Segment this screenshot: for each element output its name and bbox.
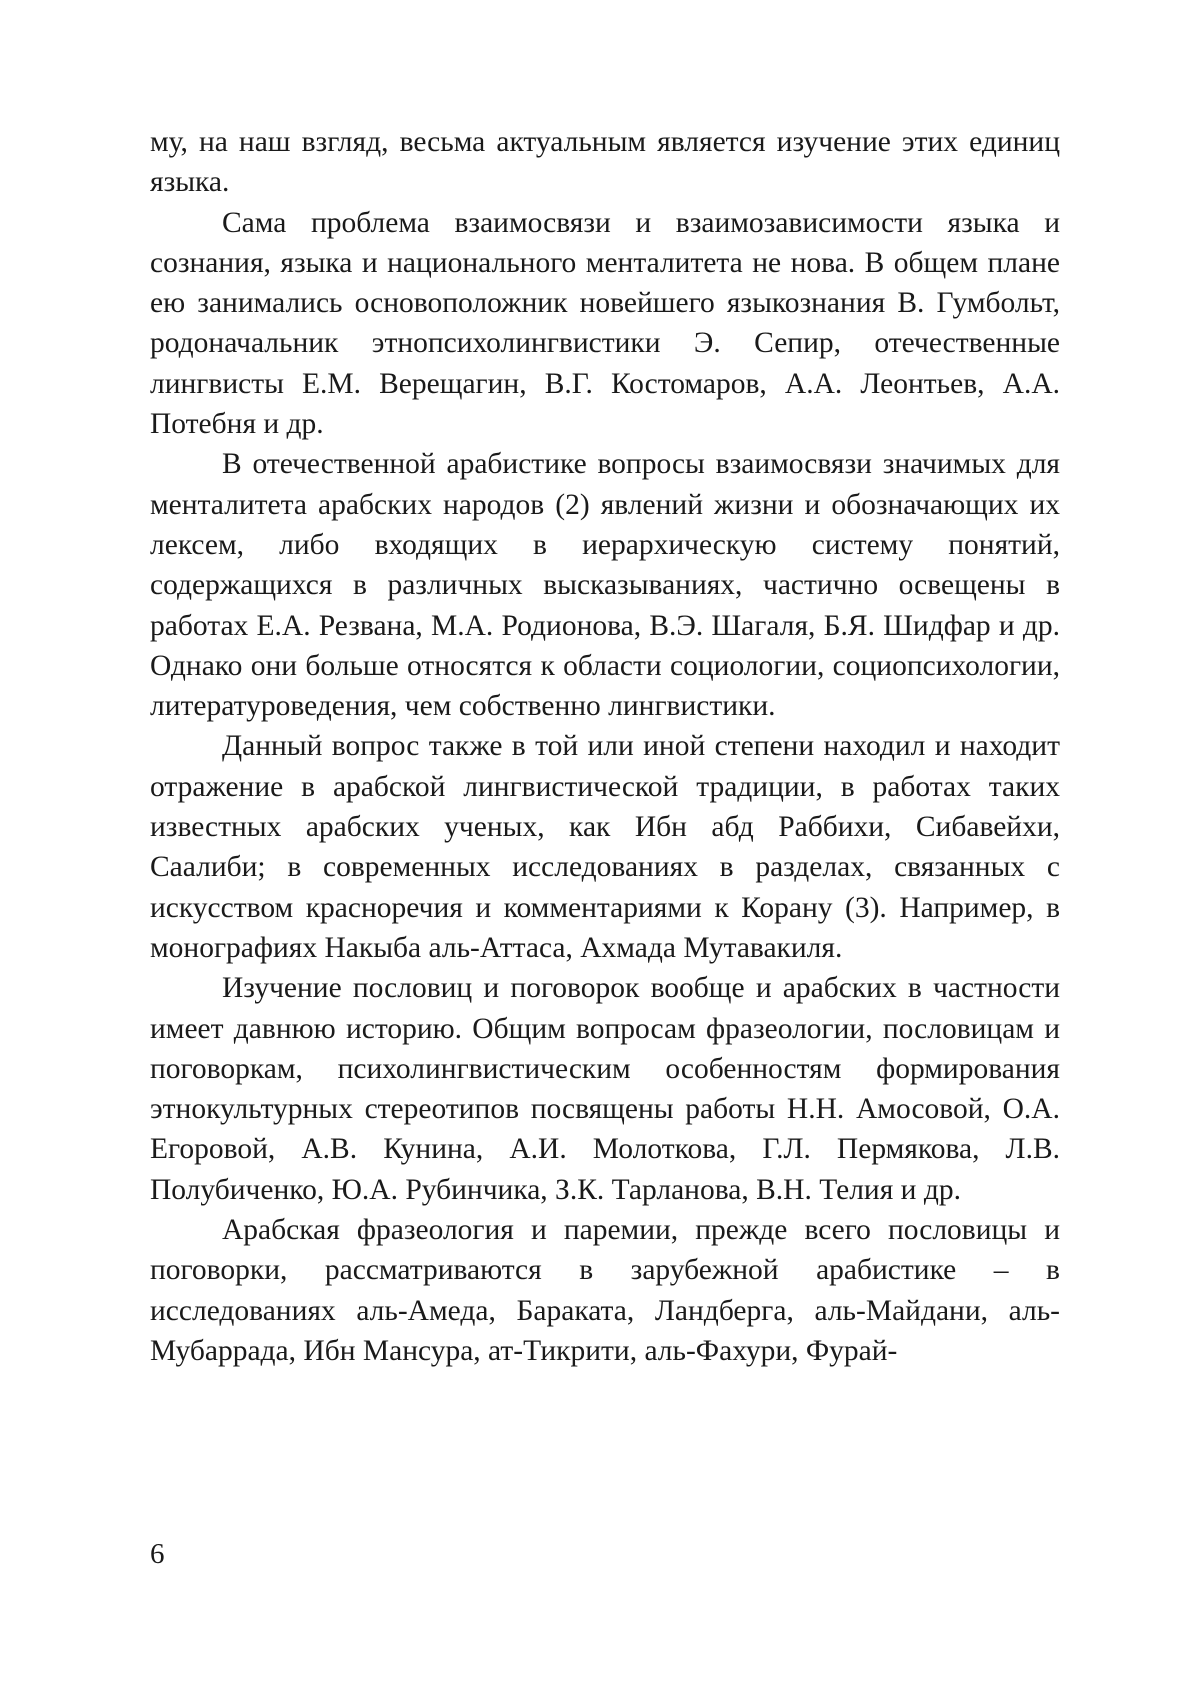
page-number: 6 (150, 1538, 165, 1570)
paragraph-4: Изучение пословиц и поговорок вообще и арабских в частности имеет давнюю историю. Общим вопросам фразеологии, пословицам и поговоркам, психолингвистическим особенностям формирования этнокультурных стереотипов посвящены работы Н.Н. Амосовой, О.А. Егоровой, А.В. Кунина, А.И. Молоткова, Г.Л. Пермякова, Л.В. Полубиченко, Ю.А. Рубинчика, З.К. Тарланова, В.Н. Телия и др. (150, 972, 1060, 1206)
paragraph-3: Данный вопрос также в той или иной степени находил и находит отражение в арабской лингвистической традиции, в работах таких известных арабских ученых, как Ибн абд Раббихи, Сибавейхи, Саалиби; в современных исследованиях в разделах, связанных с искусством красноречия и комментариями к Корану (3). Например, в монографиях Накыба аль-Аттаса, Ахмада Мутавакиля. (150, 730, 1060, 964)
paragraph-2: В отечественной арабистике вопросы взаимосвязи значимых для менталитета арабских народов (2) явлений жизни и обозначающих их лексем, либо входящих в иерархическую систему понятий, содержащихся в различных высказываниях, частично освещены в работах Е.А. Резвана, М.А. Родионова, В.Э. Шагаля, Б.Я. Шидфар и др. Однако они больше относятся к области социологии, социопсихологии, литературоведения, чем собственно лингвистики. (150, 448, 1060, 723)
paragraph-1: Сама проблема взаимосвязи и взаимозависимости языка и сознания, языка и национального менталитета не нова. В общем плане ею занимались основоположник новейшего языкознания В. Гумбольт, родоначальник этнопсихолингвистики Э. Сепир, отечественные лингвисты Е.М. Верещагин, В.Г. Костомаров, А.А. Леонтьев, А.А. Потебня и др. (150, 206, 1060, 441)
paragraph-continuation: му, на наш взгляд, весьма актуальным является изучение этих единиц языка. (150, 126, 1060, 199)
body-text (150, 122, 1060, 1371)
paragraph-5: Арабская фразеология и паремии, прежде всего пословицы и поговорки, рассматриваются в зарубежной арабистике – в исследованиях аль-Амеда, Бараката, Ландберга, аль-Майдани, аль-Мубаррада, Ибн Мансура, ат-Тикрити, аль-Фахури, Фурай- (150, 1214, 1060, 1367)
